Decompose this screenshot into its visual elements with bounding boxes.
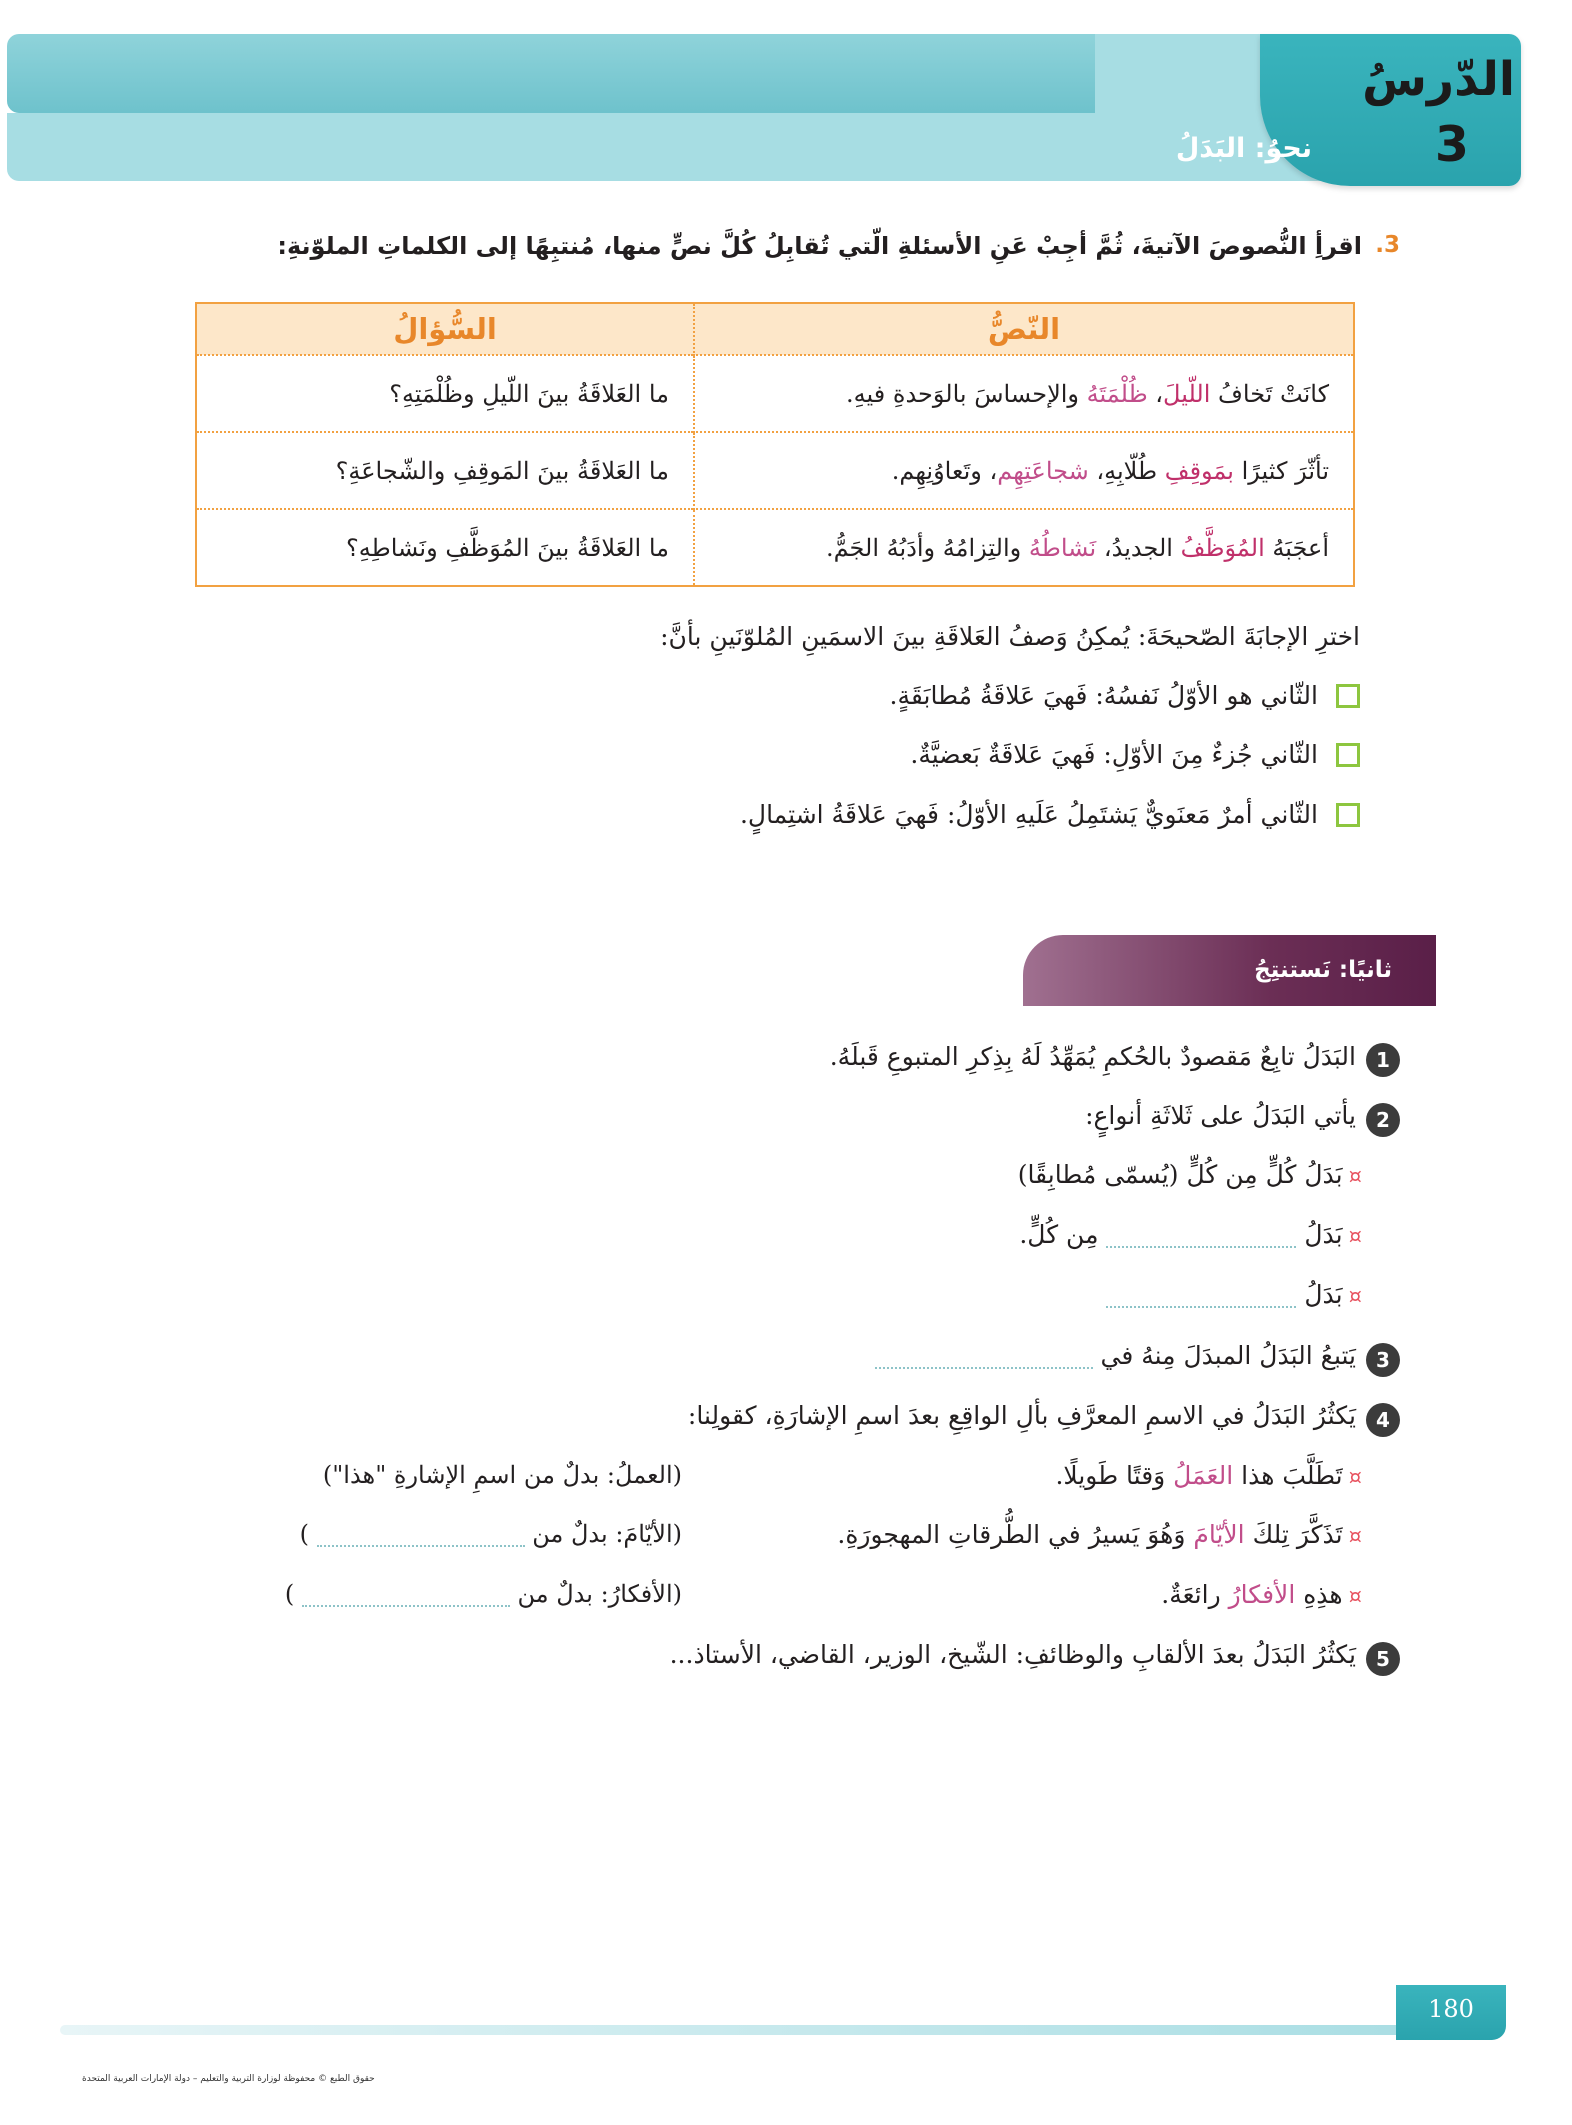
text-part: والإحساسَ بالوَحدةِ فيهِ.	[846, 379, 1087, 408]
text-part: كانَتْ تَخافُ	[1210, 379, 1329, 408]
lesson-label: الدّرسُ	[1362, 52, 1515, 107]
highlighted-word: الأفكارُ	[1228, 1580, 1296, 1609]
fill-blank[interactable]	[317, 1525, 525, 1547]
number-badge: 2	[1366, 1103, 1400, 1137]
highlighted-word: اللّيلَ	[1163, 379, 1211, 408]
example-text: تَذَكَّرَ تِلكَ	[1244, 1520, 1343, 1549]
header-text: النّصُّ	[694, 303, 1354, 355]
highlighted-word: نَشاطُهُ	[1028, 533, 1097, 562]
row-question: ما العَلاقَةُ بينَ اللّيلِ وظُلْمَتِهِ؟	[196, 355, 694, 432]
page-number: 180	[1428, 1995, 1474, 2023]
fill-blank[interactable]	[1106, 1226, 1296, 1248]
lesson-number: 3	[1434, 116, 1469, 173]
number-badge: 4	[1366, 1403, 1400, 1437]
option-label: الثّاني جُزءٌ مِنَ الأوّلِ: فَهيَ عَلاقَةٌ بَعضيَّةٌ.	[910, 740, 1318, 769]
rule-5: يَكثُرُ البَدَلُ بعدَ الألقابِ والوظائفِ: الشّيخ، الوزير، القاضي، الأستاذ...	[669, 1640, 1356, 1669]
checkbox-icon[interactable]	[1336, 684, 1360, 708]
example-3-note	[285, 1580, 682, 1608]
rule-3	[875, 1341, 1356, 1370]
fill-blank[interactable]	[875, 1347, 1093, 1369]
texts-table	[195, 302, 1355, 587]
fill-blank[interactable]	[1106, 1286, 1296, 1308]
bullet-icon: ¤	[1348, 1524, 1362, 1548]
option-3[interactable]	[740, 800, 1360, 829]
badal-type-1-text: بَدَلُ كُلٍّ مِن كُلٍّ (يُسمّى مُطابِقًا)	[1017, 1160, 1343, 1189]
checkbox-icon[interactable]	[1336, 743, 1360, 767]
example-text: وَقتًا طَويلًا.	[1055, 1461, 1174, 1490]
row-question: ما العَلاقَةُ بينَ المَوقِفِ والشّجاعَةِ؟	[196, 432, 694, 509]
text-part: تأثّرَ كثيرًا	[1234, 456, 1329, 485]
bullet-icon: ¤	[1348, 1284, 1362, 1308]
badal-type-2-b: مِن كُلٍّ.	[1019, 1220, 1099, 1249]
text-part: أعجَبَهُ	[1264, 533, 1329, 562]
footer-bar	[60, 2025, 1470, 2035]
table-header-row	[196, 303, 1354, 355]
badal-type-2	[1019, 1220, 1362, 1249]
badal-type-3-text: بَدَلُ	[1304, 1280, 1343, 1309]
choose-prompt: اخترِ الإجابَةَ الصّحيحَةَ: يُمكِنُ وَصفُ العَلاقَةِ بينَ الاسمَينِ المُلوّنَينِ بأنَّ:	[660, 622, 1360, 651]
section-title: ثانيًا: نَستنتِجُ	[1254, 957, 1392, 983]
option-1[interactable]	[890, 681, 1360, 710]
rule-3-text: يَتبعُ البَدَلُ المبدَلَ مِنهُ في	[1100, 1341, 1356, 1370]
example-1-note: (العملُ: بدلٌ من اسمِ الإشارةِ "هذا")	[322, 1461, 682, 1489]
table-row	[196, 432, 1354, 509]
bullet-icon: ¤	[1348, 1164, 1362, 1188]
highlighted-word: العَمَلُ	[1173, 1461, 1234, 1490]
header-question: السُّؤالُ	[196, 303, 694, 355]
copyright: حقوق الطبع © محفوظة لوزارة التربية والتعليم – دولة الإمارات العربية المتحدة	[82, 2074, 375, 2084]
example-1	[1055, 1461, 1362, 1490]
row-text	[694, 432, 1354, 509]
question-number: 3.	[1375, 232, 1400, 258]
option-label: الثّاني أمرٌ مَعنَويٌّ يَشتَمِلُ عَلَيهِ الأوّلُ: فَهيَ عَلاقَةُ اشتِمالٍ.	[739, 800, 1318, 829]
lesson-subtitle: نحوُ: البَدَلُ	[1175, 133, 1312, 164]
table-row	[196, 355, 1354, 432]
bullet-icon: ¤	[1348, 1584, 1362, 1608]
example-text: رائعَةٌ.	[1161, 1580, 1229, 1609]
note-close: )	[299, 1520, 309, 1548]
text-part: الجديدُ،	[1096, 533, 1181, 562]
header-banner-top	[7, 34, 1147, 113]
row-text	[694, 509, 1354, 586]
badal-type-3	[1106, 1280, 1362, 1309]
rule-2: يأتي البَدَلُ على ثَلاثَةِ أنواعٍ:	[1085, 1101, 1356, 1130]
example-3	[1161, 1580, 1362, 1609]
note-close: )	[284, 1580, 295, 1608]
number-badge: 3	[1366, 1343, 1400, 1377]
highlighted-word: المُوَظَّفُ	[1180, 533, 1265, 562]
note-text: (الأفكارُ: بدلٌ من	[517, 1580, 682, 1608]
row-text	[694, 355, 1354, 432]
text-part: ، وتَعاوُنِهِم.	[891, 456, 998, 485]
example-2	[837, 1520, 1362, 1549]
badal-type-1	[1018, 1160, 1362, 1189]
bullet-icon: ¤	[1348, 1465, 1362, 1489]
example-2-note	[300, 1520, 682, 1548]
note-text: (الأيّامَ: بدلٌ من	[532, 1520, 682, 1548]
highlighted-word: شجاعَتِهِم	[997, 456, 1089, 485]
highlighted-word: ظُلْمَتَهُ	[1086, 379, 1148, 408]
example-text: هذِهِ	[1295, 1580, 1343, 1609]
rule-1: البَدَلُ تابِعٌ مَقصودٌ بالحُكمِ يُمَهِّدُ لَهُ بِذِكرِ المتبوعِ قَبلَهُ.	[829, 1042, 1356, 1071]
example-text: وَهُوَ يَسيرُ في الطُّرقاتِ المهجورَةِ.	[837, 1520, 1194, 1549]
question-instruction: اقرأِ النُّصوصَ الآتيةَ، ثُمَّ أجِبْ عَنِ الأسئلةِ الّتي تُقابِلُ كُلَّ نصٍّ منها، مُنتبِهًا إلى الكلماتِ الملوّنةِ:	[277, 232, 1362, 260]
fill-blank[interactable]	[302, 1585, 510, 1607]
bullet-icon: ¤	[1348, 1224, 1362, 1248]
checkbox-icon[interactable]	[1336, 803, 1360, 827]
number-badge: 1	[1366, 1043, 1400, 1077]
table-row	[196, 509, 1354, 586]
option-label: الثّاني هو الأوّلُ نَفسُهُ: فَهيَ عَلاقَةُ مُطابَقَةٍ.	[889, 681, 1318, 710]
number-badge: 5	[1366, 1642, 1400, 1676]
text-part: طُلّابِهِ،	[1088, 456, 1165, 485]
badal-type-2-a: بَدَلُ	[1304, 1220, 1343, 1249]
option-2[interactable]	[910, 740, 1360, 769]
row-question: ما العَلاقَةُ بينَ المُوَظَّفِ ونَشاطِهِ؟	[196, 509, 694, 586]
rule-4: يَكثُرُ البَدَلُ في الاسمِ المعرَّفِ بألِ الواقِعِ بعدَ اسمِ الإشارَةِ، كقولِنا:	[687, 1401, 1356, 1430]
highlighted-word: بمَوقِفِ	[1164, 456, 1234, 485]
highlighted-word: الأيّامَ	[1193, 1520, 1245, 1549]
example-text: تَطَلَّبَ هذا	[1233, 1461, 1343, 1490]
text-part: ،	[1147, 379, 1164, 408]
text-part: والتِزامُهُ وأدَبُهُ الجَمُّ.	[825, 533, 1029, 562]
